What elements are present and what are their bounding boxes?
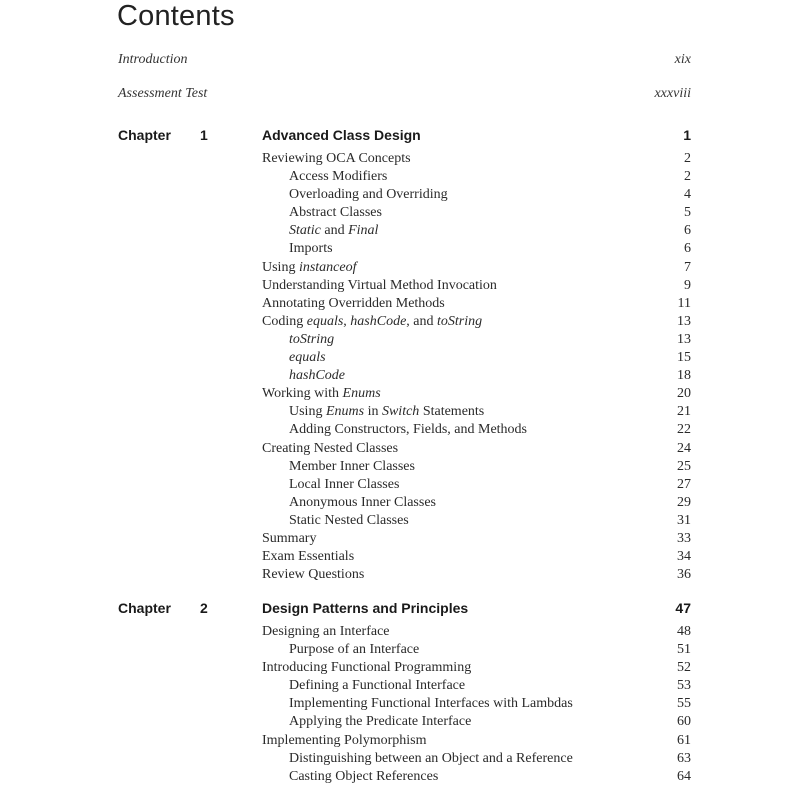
toc-entry-text: and <box>320 223 349 239</box>
toc-entry-page: 48 <box>677 624 691 639</box>
front-matter-label: Introduction <box>118 52 188 67</box>
toc-subentry[interactable] <box>262 476 691 494</box>
toc-subentry[interactable] <box>262 331 691 349</box>
toc-entry-text: equals <box>289 350 326 366</box>
toc-entry-text: Distinguishing between an Object and a Reference <box>289 750 573 766</box>
chapter-number: 2 <box>200 600 208 616</box>
toc-subentry[interactable] <box>262 349 691 367</box>
toc-subentry[interactable] <box>262 695 691 713</box>
toc-entry-text: , <box>343 313 351 329</box>
toc-entry-title <box>262 386 381 401</box>
toc-entry-text: Overloading and Overriding <box>289 187 448 203</box>
toc-entry-text: Designing an Interface <box>262 624 390 639</box>
toc-entry-text: Casting Object References <box>289 768 439 784</box>
toc-entry-text: Adding Constructors, Fields, and Methods <box>289 422 527 438</box>
toc-subentry[interactable] <box>262 222 691 240</box>
toc-subentry[interactable] <box>262 641 691 659</box>
chapter-page: 1 <box>683 127 691 143</box>
toc-entry[interactable] <box>262 732 691 750</box>
toc-entry-page: 63 <box>677 750 691 766</box>
toc-entry-text: Applying the Predicate Interface <box>289 714 472 730</box>
toc-entry-page: 25 <box>677 458 691 474</box>
toc-entry-page: 11 <box>677 295 691 311</box>
toc-subentry[interactable] <box>262 403 691 421</box>
toc-entry-page: 61 <box>677 732 691 748</box>
toc-entry-page: 36 <box>677 567 691 583</box>
toc-entry-page: 27 <box>677 476 691 492</box>
toc-entry-page: 13 <box>677 313 691 329</box>
toc-subentry[interactable] <box>262 458 691 476</box>
toc-entry-text: Reviewing OCA Concepts <box>262 151 411 166</box>
toc-entry-title <box>262 169 387 184</box>
toc-entry-title <box>262 714 471 729</box>
toc-entry-text: Using <box>262 259 299 275</box>
toc-entry-text: Anonymous Inner Classes <box>289 494 436 510</box>
toc-entry-page: 13 <box>677 331 691 347</box>
toc-entry-title <box>262 477 399 492</box>
toc-entry-text: hashCode <box>289 368 345 384</box>
toc-entry-page: 18 <box>677 368 691 384</box>
toc-subentry[interactable] <box>262 677 691 695</box>
toc-entry-page: 7 <box>684 259 691 275</box>
toc-entry-text: Static <box>289 223 321 239</box>
toc-entry[interactable] <box>262 548 691 566</box>
toc-entry-title <box>262 296 445 311</box>
toc-entry-page: 64 <box>677 768 691 784</box>
toc-entry-text: Understanding Virtual Method Invocation <box>262 277 497 293</box>
toc-entry-title <box>262 624 390 639</box>
toc-entry-text: Defining a Functional Interface <box>289 678 466 694</box>
toc-subentry[interactable] <box>262 240 691 258</box>
front-matter-item-assessment-test[interactable] <box>118 86 691 102</box>
toc-entry-title <box>262 278 497 293</box>
chapter-page: 47 <box>675 600 691 616</box>
toc-entry-page: 55 <box>677 696 691 712</box>
front-matter-page: xxxviii <box>654 86 691 101</box>
toc-entry-title <box>262 422 527 437</box>
toc-entry-text: instanceof <box>298 259 357 275</box>
toc-entry-title <box>262 314 482 329</box>
toc-entry-title <box>262 459 415 474</box>
chapter-title: Design Patterns and Principles <box>262 600 469 616</box>
chapter-title: Advanced Class Design <box>262 127 421 143</box>
toc-entry-text: Exam Essentials <box>262 549 355 565</box>
toc-entry-text: Access Modifiers <box>289 169 388 185</box>
toc-entry-text: Working with <box>262 386 343 402</box>
chapter-word: Chapter <box>118 127 171 143</box>
toc-entry-page: 34 <box>677 549 691 565</box>
toc-entry-title <box>262 769 438 784</box>
toc-entry-title <box>262 404 484 419</box>
toc-entry-page: 60 <box>677 714 691 730</box>
toc-entry-title <box>262 678 465 693</box>
toc-subentry[interactable] <box>262 713 691 731</box>
toc-entry-text: Enums <box>325 404 365 420</box>
toc-entry-title <box>262 495 436 510</box>
toc-entry-title <box>262 696 573 711</box>
toc-entry-title <box>262 187 448 202</box>
toc-entry-page: 9 <box>684 277 691 293</box>
toc-entry[interactable] <box>262 566 691 584</box>
toc-entry-title <box>262 441 398 456</box>
toc-entry-title <box>262 151 411 166</box>
toc-entry-page: 22 <box>677 422 691 438</box>
toc-entry-title <box>262 223 378 238</box>
toc-entry-text: Creating Nested Classes <box>262 440 399 456</box>
toc-entry-page: 53 <box>677 678 691 694</box>
toc-entry-title <box>262 642 419 657</box>
toc-subentry[interactable] <box>262 367 691 385</box>
toc-entry[interactable] <box>262 277 691 295</box>
toc-entry-title <box>262 205 382 220</box>
toc-entry-page: 31 <box>677 512 691 528</box>
toc-entry-text: , and <box>406 313 438 329</box>
toc-subentry[interactable] <box>262 168 691 186</box>
toc-entry-text: Using <box>289 404 326 420</box>
toc-entry-text: Implementing Polymorphism <box>262 732 427 748</box>
toc-entry[interactable] <box>262 440 691 458</box>
toc-entry-page: 20 <box>677 386 691 402</box>
toc-entry-page: 29 <box>677 494 691 510</box>
toc-entry-title <box>262 350 326 365</box>
page-title: Contents <box>117 0 235 32</box>
toc-entry-page: 21 <box>677 404 691 420</box>
toc-entry-text: equals <box>306 313 344 329</box>
toc-entry-title <box>262 549 354 564</box>
toc-subentry[interactable] <box>262 421 691 439</box>
toc-entry-page: 24 <box>677 440 691 456</box>
toc-entry[interactable] <box>262 150 691 168</box>
toc-entry[interactable] <box>262 295 691 313</box>
chapter-2-entry-list <box>262 623 691 786</box>
toc-entry-title <box>262 567 364 582</box>
toc-entry-page: 6 <box>684 223 691 239</box>
toc-entry[interactable] <box>262 659 691 677</box>
toc-entry-title <box>262 241 333 256</box>
toc-entry-text: hashCode <box>350 313 407 329</box>
chapter-1-entry-list <box>262 150 691 584</box>
toc-entry-title <box>262 332 334 347</box>
toc-subentry[interactable] <box>262 186 691 204</box>
toc-entry-text: Switch <box>381 404 420 420</box>
toc-entry-page: 6 <box>684 241 691 257</box>
toc-entry-text: toString <box>437 313 483 329</box>
toc-entry-page: 2 <box>684 169 691 185</box>
toc-entry[interactable] <box>262 385 691 403</box>
toc-entry-text: Enums <box>342 386 381 402</box>
toc-entry-text: Implementing Functional Interfaces with Lambdas <box>289 696 573 712</box>
front-matter-label: Assessment Test <box>118 86 208 101</box>
toc-entry[interactable] <box>262 259 691 277</box>
toc-entry-text: Statements <box>419 404 485 420</box>
front-matter-page: xix <box>674 52 691 67</box>
toc-subentry[interactable] <box>262 512 691 530</box>
toc-entry[interactable] <box>262 530 691 548</box>
toc-entry-page: 15 <box>677 350 691 366</box>
toc-entry-text: Purpose of an Interface <box>289 642 420 658</box>
toc-entry-title <box>262 513 409 528</box>
toc-entry-text: Static Nested Classes <box>289 512 409 528</box>
toc-entry-text: Summary <box>262 530 317 546</box>
toc-entry-text: Member Inner Classes <box>289 458 415 474</box>
toc-entry-page: 4 <box>684 187 691 203</box>
toc-subentry[interactable] <box>262 494 691 512</box>
toc-entry-text: Local Inner Classes <box>289 476 400 492</box>
toc-entry-page: 33 <box>677 530 691 546</box>
toc-entry-text: Annotating Overridden Methods <box>262 295 445 311</box>
toc-entry-text: Introducing Functional Programming <box>262 660 472 676</box>
toc-entry[interactable] <box>262 623 691 641</box>
chapter-number: 1 <box>200 127 208 143</box>
chapter-word: Chapter <box>118 600 171 616</box>
toc-entry-text: Abstract Classes <box>289 205 382 221</box>
toc-entry-text: Final <box>348 223 379 239</box>
toc-subentry[interactable] <box>262 750 691 768</box>
toc-entry-title <box>262 733 427 748</box>
toc-entry-title <box>262 368 345 383</box>
toc-entry-text: in <box>364 404 382 420</box>
toc-entry-page: 52 <box>677 660 691 676</box>
toc-subentry[interactable] <box>262 768 691 786</box>
toc-entry-title <box>262 531 316 546</box>
toc-entry-text: Review Questions <box>262 567 365 583</box>
toc-entry-page: 5 <box>684 205 691 221</box>
toc-entry-page: 2 <box>684 151 691 166</box>
toc-entry-text: toString <box>289 331 335 347</box>
toc-entry-title <box>262 751 573 766</box>
toc-entry-page: 51 <box>677 642 691 658</box>
toc-entry[interactable] <box>262 313 691 331</box>
toc-subentry[interactable] <box>262 204 691 222</box>
toc-entry-title <box>262 260 357 275</box>
toc-entry-text: Coding <box>262 313 307 329</box>
toc-entry-title <box>262 660 471 675</box>
toc-entry-text: Imports <box>289 241 333 257</box>
front-matter-item-introduction[interactable] <box>118 52 691 68</box>
